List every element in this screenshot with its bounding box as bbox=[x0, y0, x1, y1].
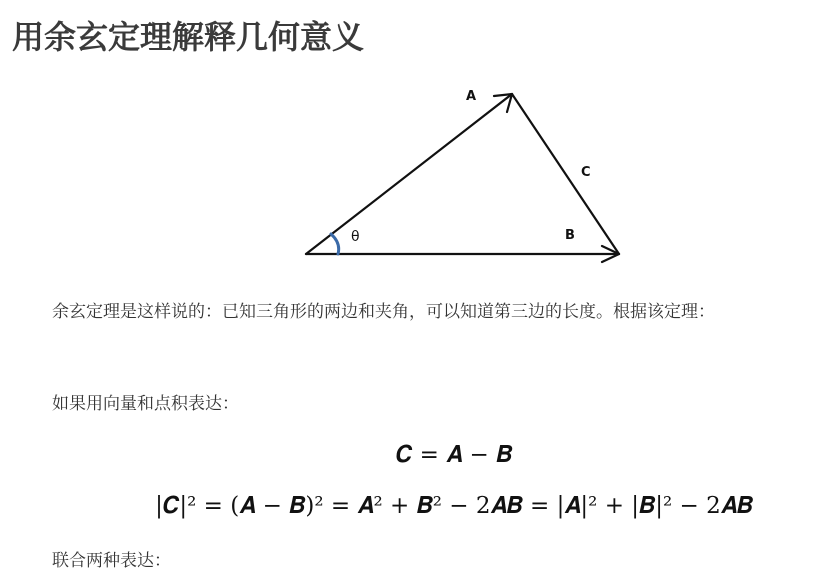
intro-paragraph: 余玄定理是这样说的：已知三角形的两边和夹角，可以知道第三边的长度。根据该定理： bbox=[52, 302, 715, 322]
formula-c-squared-expansion: |𝑪|² = (𝑨 − 𝑩)² = 𝑨² + 𝑩² − 2𝑨𝑩 = |𝑨|² + |𝑩|² − 2𝑨𝑩 bbox=[155, 493, 753, 519]
label-c: C bbox=[581, 165, 591, 180]
page-title: 用余玄定理解释几何意义 bbox=[12, 18, 365, 56]
formula-c-equals-a-minus-b: 𝑪 = 𝑨 − 𝑩 bbox=[395, 442, 513, 468]
label-a: A bbox=[466, 89, 477, 104]
combine-paragraph: 联合两种表达： bbox=[52, 551, 171, 571]
vector-intro-paragraph: 如果用向量和点积表达： bbox=[52, 394, 239, 414]
angle-theta-arc bbox=[331, 234, 339, 254]
label-b: B bbox=[565, 228, 575, 243]
vector-a-line bbox=[306, 94, 512, 254]
label-theta: θ bbox=[351, 229, 360, 245]
